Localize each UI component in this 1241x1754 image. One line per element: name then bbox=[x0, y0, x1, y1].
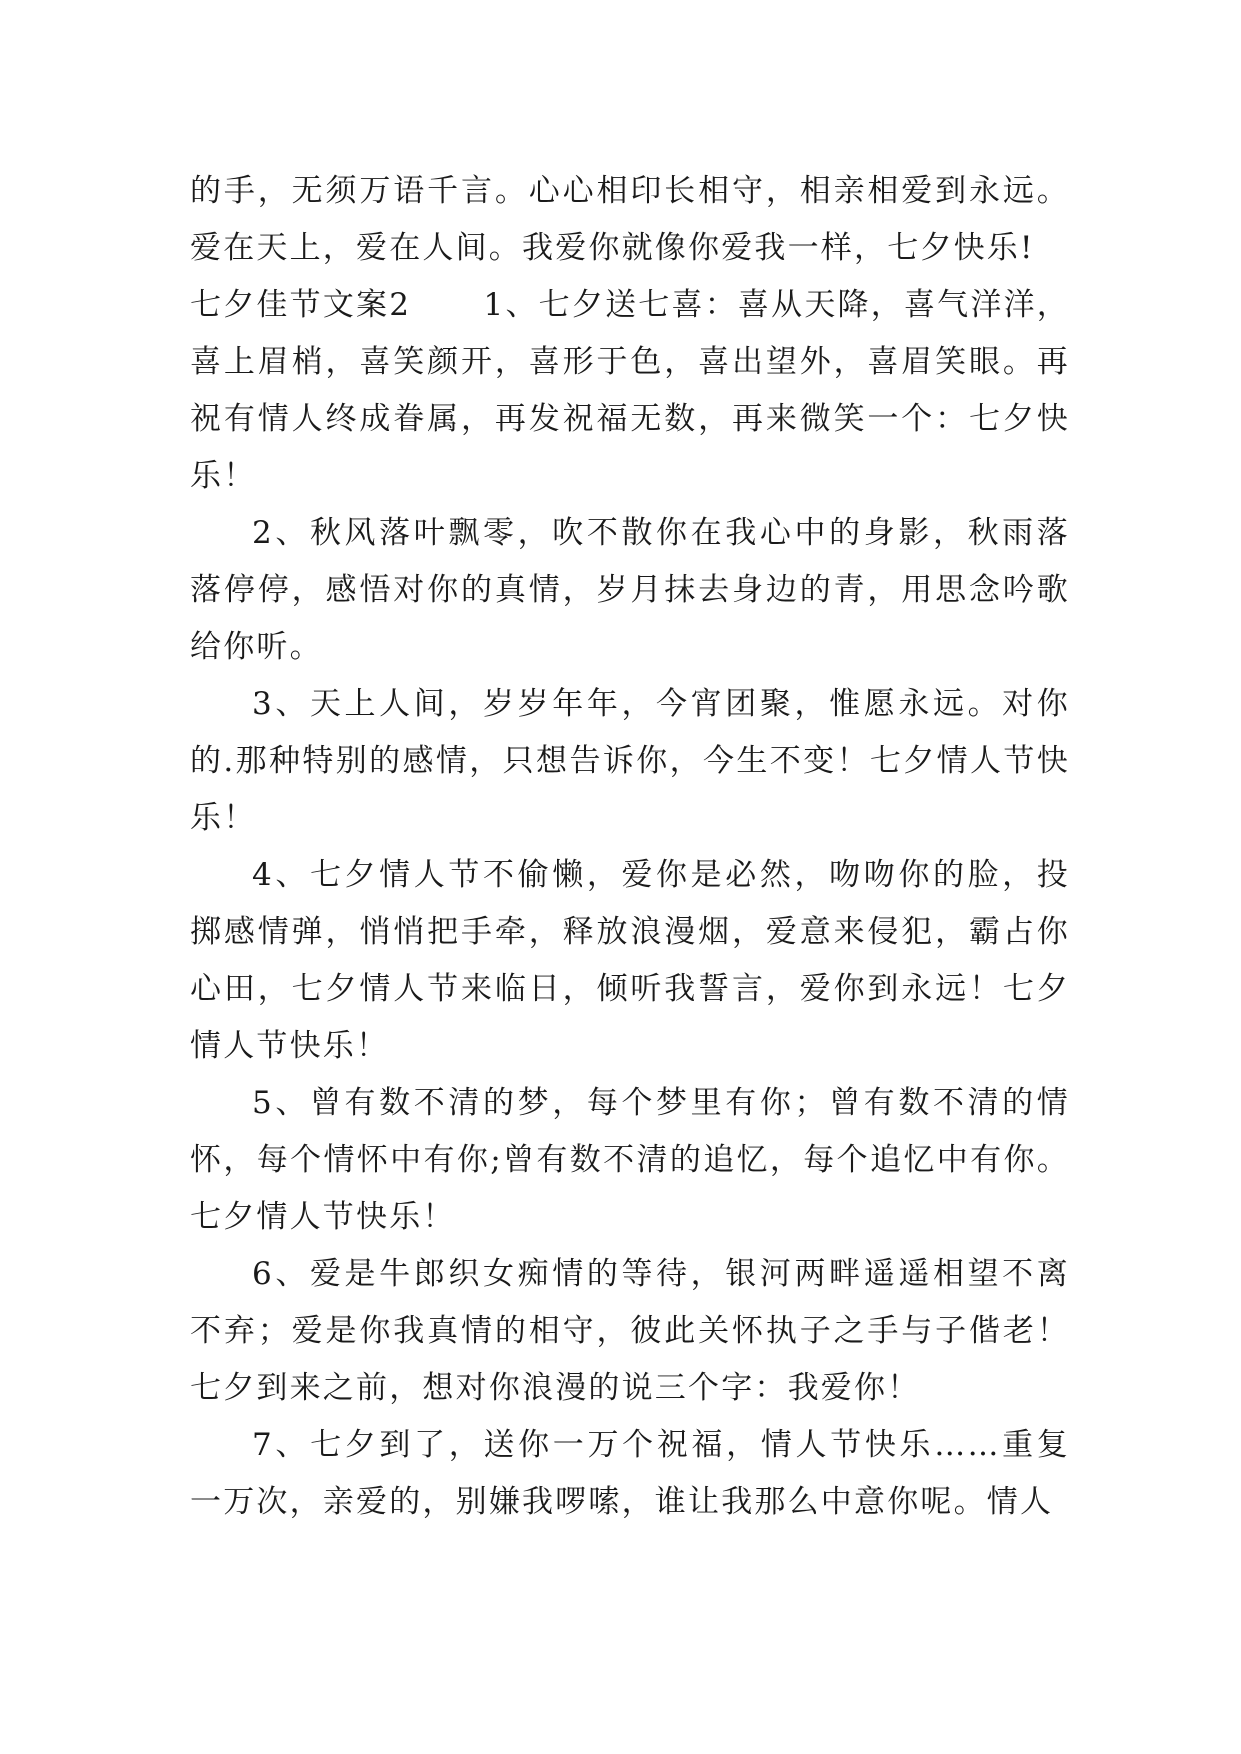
paragraph-continuation: 的手，无须万语千言。心心相印长相守，相亲相爱到永远。爱在天上，爱在人间。我爱你就像你爱我一样，七夕快乐! bbox=[190, 173, 1070, 266]
paragraph-item-3: 3、天上人间，岁岁年年，今宵团聚，惟愿永远。对你的.那种特别的感情，只想告诉你，今生不变！七夕情人节快乐！ bbox=[190, 686, 1070, 836]
paragraph-item-5: 5、曾有数不清的梦，每个梦里有你；曾有数不清的情怀，每个情怀中有你;曾有数不清的追忆，每个追忆中有你。七夕情人节快乐！ bbox=[190, 1085, 1070, 1235]
paragraph-item-7: 7、七夕到了，送你一万个祝福，情人节快乐……重复一万次，亲爱的，别嫌我啰嗦，谁让我那么中意你呢。情人 bbox=[190, 1427, 1070, 1520]
paragraph-item-2: 2、秋风落叶飘零，吹不散你在我心中的身影，秋雨落落停停，感悟对你的真情，岁月抹去身边的青，用思念吟歌给你听。 bbox=[190, 515, 1070, 665]
document-body bbox=[190, 163, 1070, 1531]
paragraph-section-2-item-1 bbox=[190, 277, 1070, 505]
paragraph-text: 1、七夕送七喜：喜从天降，喜气洋洋，喜上眉梢，喜笑颜开，喜形于色，喜出望外，喜眉笑眼。再祝有情人终成眷属，再发祝福无数，再来微笑一个：七夕快乐！ bbox=[190, 287, 1070, 494]
paragraph-item-6: 6、爱是牛郎织女痴情的等待，银河两畔遥遥相望不离不弃；爱是你我真情的相守，彼此关怀执子之手与子偕老！七夕到来之前，想对你浪漫的说三个字：我爱你！ bbox=[190, 1256, 1070, 1406]
heading-spacer bbox=[411, 287, 483, 323]
paragraph-item-4: 4、七夕情人节不偷懒，爱你是必然，吻吻你的脸，投掷感情弹，悄悄把手牵，释放浪漫烟，爱意来侵犯，霸占你心田，七夕情人节来临日，倾听我誓言，爱你到永远！七夕情人节快乐！ bbox=[190, 857, 1070, 1064]
section-heading: 七夕佳节文案2 bbox=[190, 287, 412, 323]
